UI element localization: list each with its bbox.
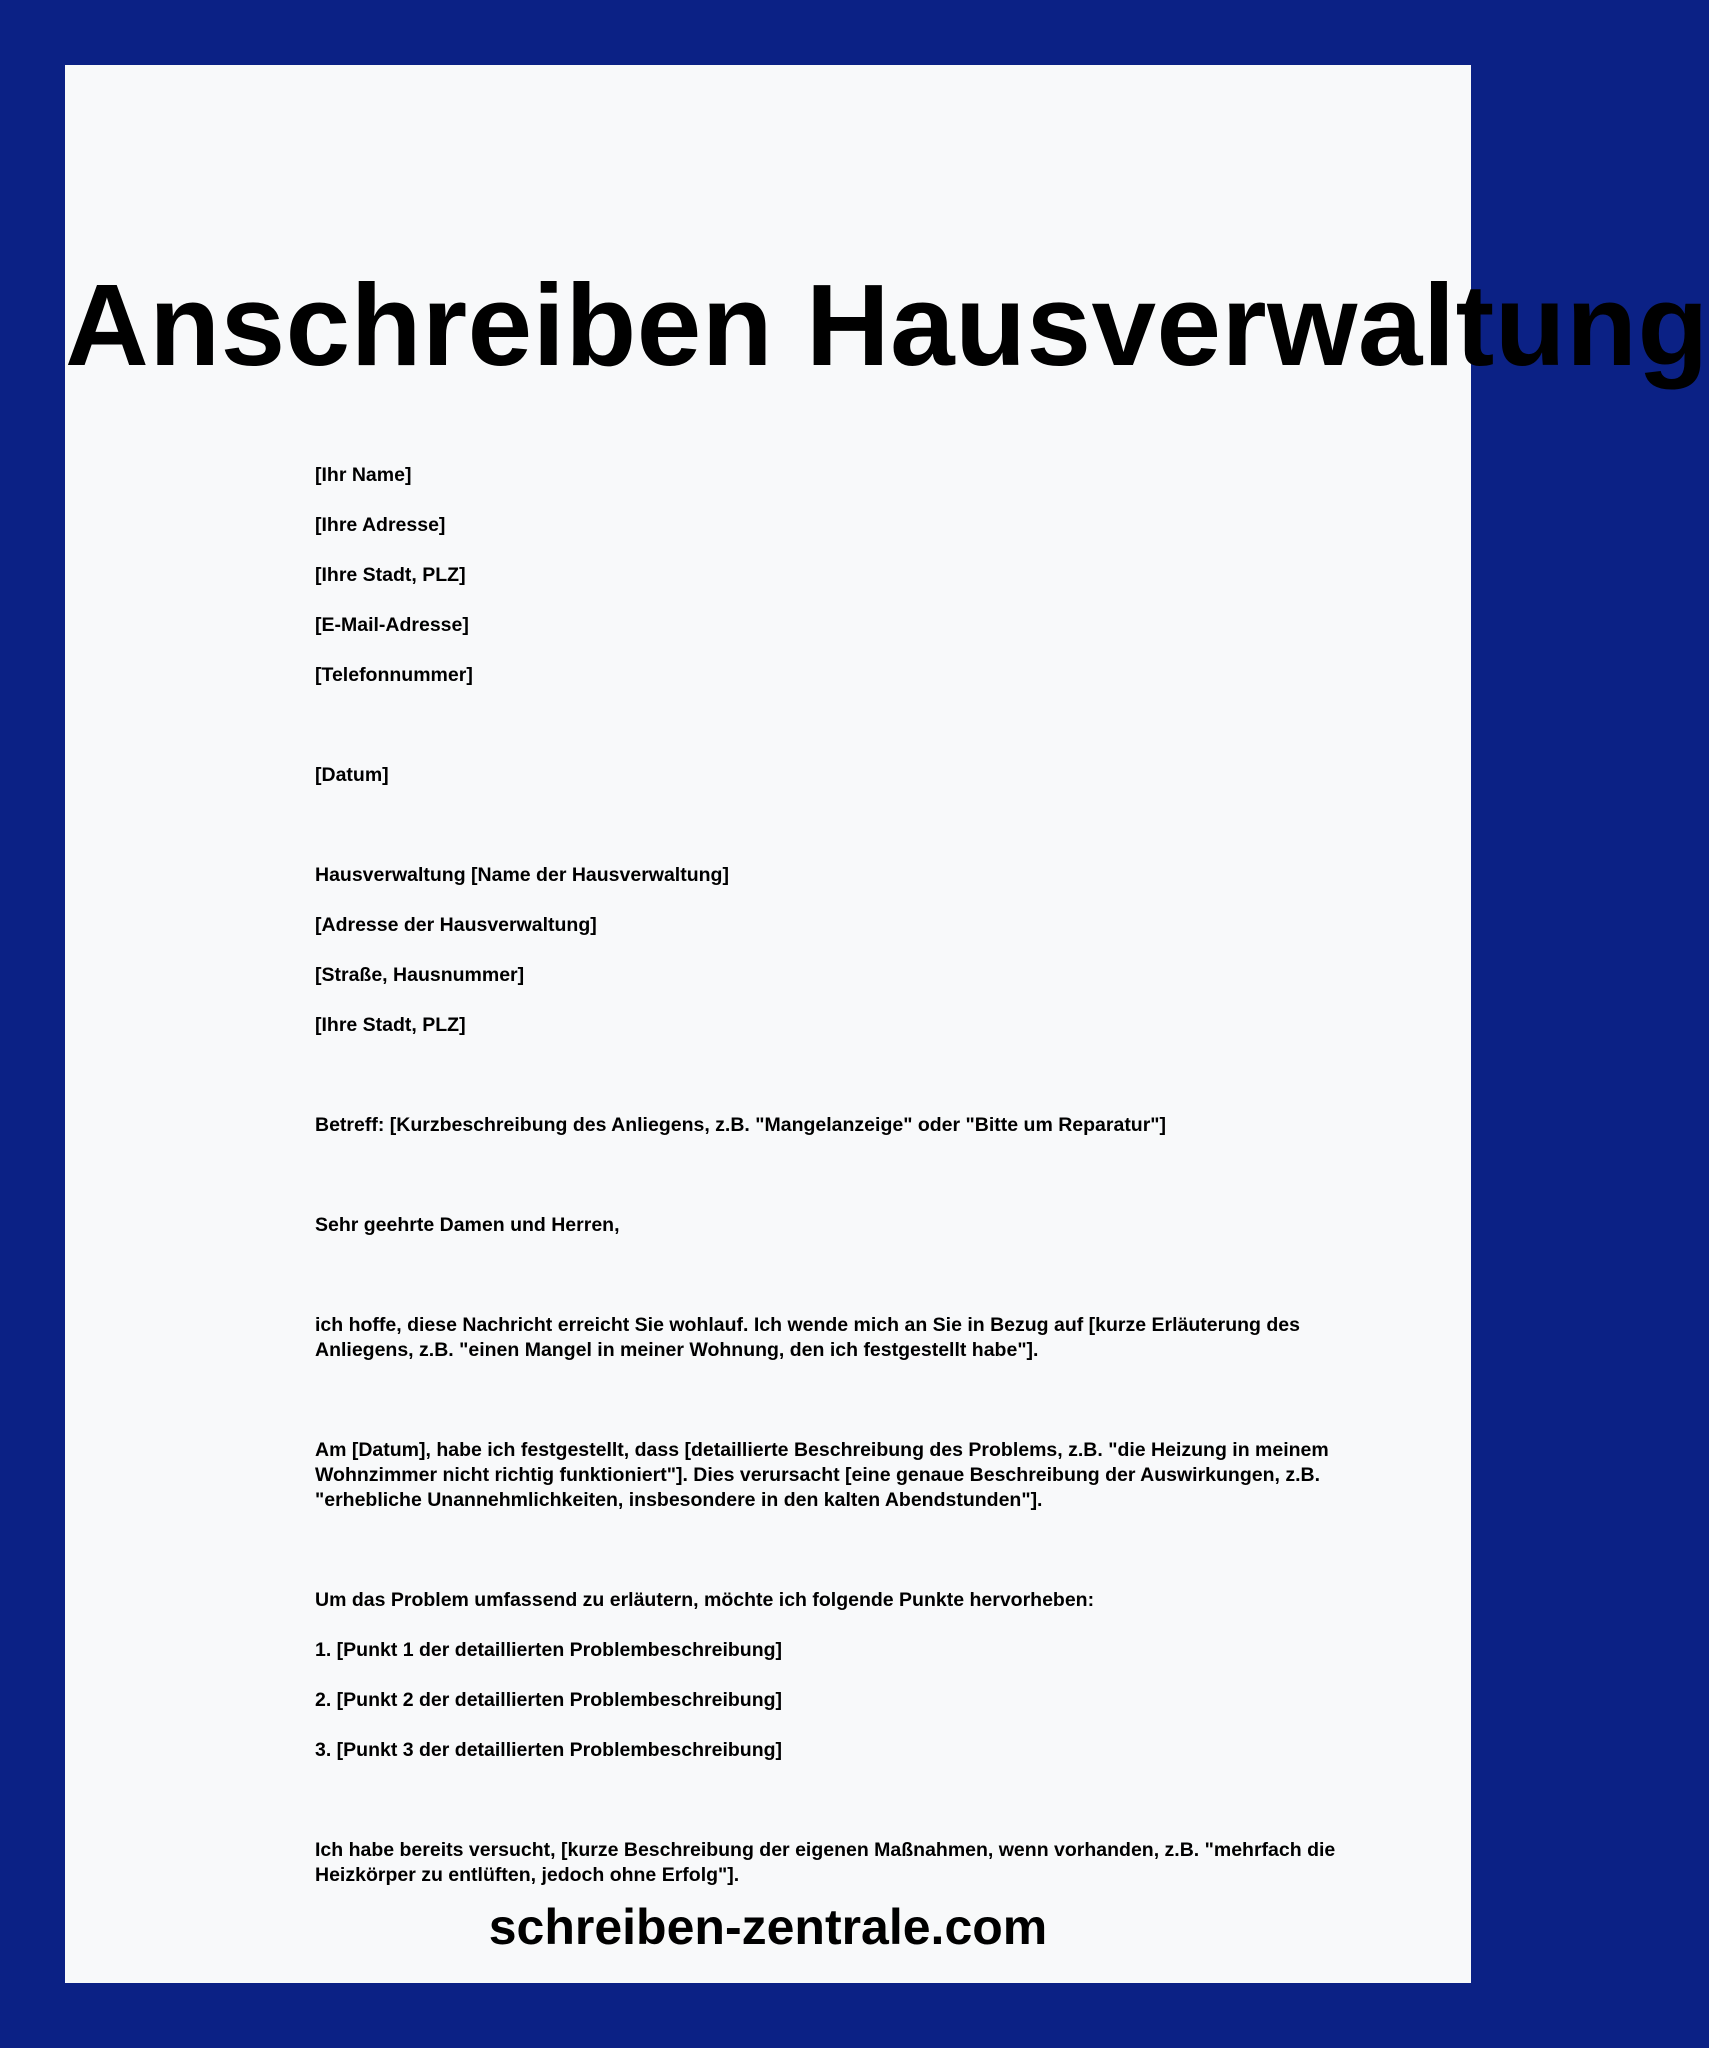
letter-sheet xyxy=(65,65,1709,1983)
paragraph-measures: Ich habe bereits versucht, [kurze Beschreibung der eigenen Maßnahmen, wenn vorhanden, z.B. "mehrfach die Heizkörper zu entlüften, jedoch ohne Erfolg"]. xyxy=(315,1839,1336,1886)
sender-address: [Ihre Adresse] xyxy=(315,514,446,536)
document-title: Anschreiben Hausverwaltung xyxy=(65,260,1709,390)
sender-phone: [Telefonnummer] xyxy=(315,664,473,686)
paragraph-intro: ich hoffe, diese Nachricht erreicht Sie wohlauf. Ich wende mich an Sie in Bezug auf [kurze Erläuterung des Anliegens, z.B. "einen Mangel in meiner Wohnung, den ich festgestellt habe"]. xyxy=(315,1314,1300,1361)
list-item-point-3: 3. [Punkt 3 der detaillierten Problembeschreibung] xyxy=(315,1739,783,1761)
website-footer: schreiben-zentrale.com xyxy=(488,1899,1048,1955)
paragraph-points-intro: Um das Problem umfassend zu erläutern, möchte ich folgende Punkte hervorheben: xyxy=(315,1589,1095,1611)
sender-city: [Ihre Stadt, PLZ] xyxy=(315,564,466,586)
list-item-point-1: 1. [Punkt 1 der detaillierten Problembeschreibung] xyxy=(315,1639,783,1661)
subject-line: Betreff: [Kurzbeschreibung des Anliegens, z.B. "Mangelanzeige" oder "Bitte um Reparatur"] xyxy=(315,1114,1167,1136)
recipient-street: [Straße, Hausnummer] xyxy=(315,964,525,986)
recipient-address: [Adresse der Hausverwaltung] xyxy=(315,914,597,936)
sender-name: [Ihr Name] xyxy=(315,464,412,486)
salutation: Sehr geehrte Damen und Herren, xyxy=(315,1214,620,1236)
recipient-name: Hausverwaltung [Name der Hausverwaltung] xyxy=(315,864,729,886)
sender-email: [E-Mail-Adresse] xyxy=(315,614,469,636)
letter-body xyxy=(315,463,1365,1913)
letter-date: [Datum] xyxy=(315,764,389,786)
list-item-point-2: 2. [Punkt 2 der detaillierten Problembeschreibung] xyxy=(315,1689,783,1711)
paragraph-problem: Am [Datum], habe ich festgestellt, dass [detaillierte Beschreibung des Problems, z.B. "die Heizung in meinem Wohnzimmer nicht richtig funktioniert"]. Dies verursacht [eine genaue Beschreibung der Auswirkungen, z.B. "erhebliche Unannehmlichkeiten, insbesondere in den kalten Abendstunden"]. xyxy=(315,1439,1329,1511)
recipient-city: [Ihre Stadt, PLZ] xyxy=(315,1014,466,1036)
